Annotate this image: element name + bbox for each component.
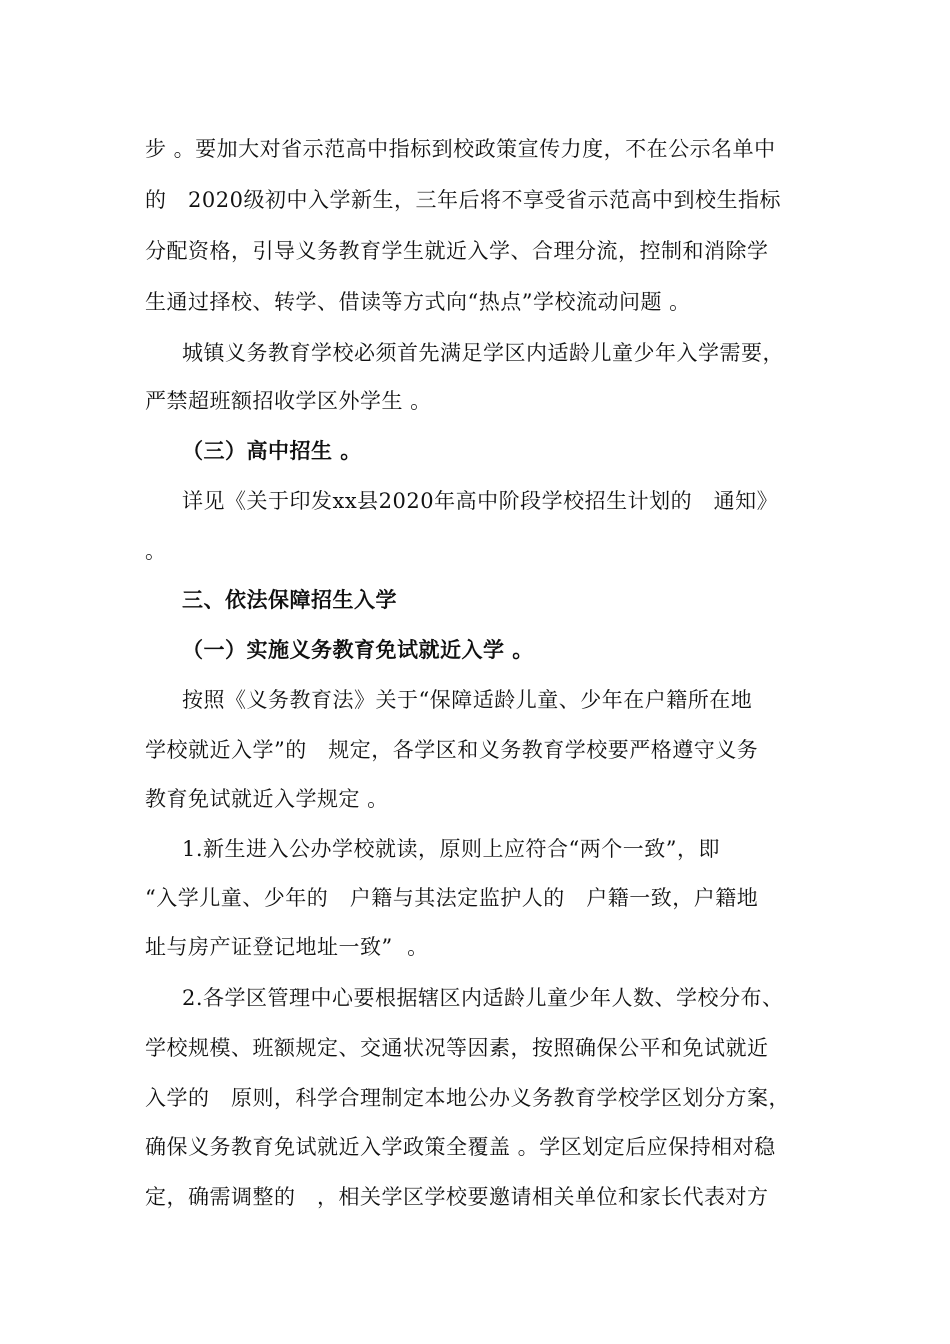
paragraph-line: 的 2020级初中入学新生，三年后将不享受省示范高中到校生指标 <box>145 188 781 212</box>
list-item-line: 入学的 原则，科学合理制定本地公办义务教育学校学区划分方案， <box>145 1086 791 1110</box>
list-item-line: 学校规模、班额规定、交通状况等因素，按照确保公平和免试就近 <box>145 1036 769 1060</box>
section-heading: （一）实施义务教育免试就近入学 。 <box>182 638 534 662</box>
list-item-line: 2.各学区管理中心要根据辖区内适龄儿童少年人数、学校分布、 <box>182 986 784 1010</box>
paragraph-line: 分配资格，引导义务教育学生就近入学、合理分流，控制和消除学 <box>145 239 769 263</box>
list-item-line: 定，确需调整的 ，相关学区学校要邀请相关单位和家长代表对方 <box>145 1185 769 1209</box>
paragraph-line: 城镇义务教育学校必须首先满足学区内适龄儿童少年入学需要， <box>182 341 784 365</box>
paragraph-line: 详见《关于印发xx县2020年高中阶段学校招生计划的 通知》 <box>182 489 779 513</box>
list-item-line: “入学儿童、少年的 户籍与其法定监护人的 户籍一致，户籍地 <box>145 886 759 910</box>
paragraph-line: 。 <box>145 539 167 563</box>
paragraph-line: 严禁超班额招收学区外学生 。 <box>145 389 432 413</box>
list-item-line: 址与房产证登记地址一致” 。 <box>145 935 429 959</box>
section-heading: 三、依法保障招生入学 <box>182 588 397 612</box>
paragraph-line: 学校就近入学”的 规定，各学区和义务教育学校要严格遵守义务 <box>145 738 759 762</box>
paragraph-line: 步 。要加大对省示范高中指标到校政策宣传力度，不在公示名单中 <box>145 137 776 161</box>
paragraph-line: 教育免试就近入学规定 。 <box>145 787 389 811</box>
list-item-line: 确保义务教育免试就近入学政策全覆盖 。学区划定后应保持相对稳 <box>145 1135 776 1159</box>
paragraph-line: 按照《义务教育法》关于“保障适龄儿童、少年在户籍所在地 <box>182 688 753 712</box>
section-heading: （三）高中招生 。 <box>182 439 362 463</box>
list-item-line: 1.新生进入公办学校就读，原则上应符合“两个一致”，即 <box>182 837 721 861</box>
paragraph-line: 生通过择校、转学、借读等方式向“热点”学校流动问题 。 <box>145 290 691 314</box>
